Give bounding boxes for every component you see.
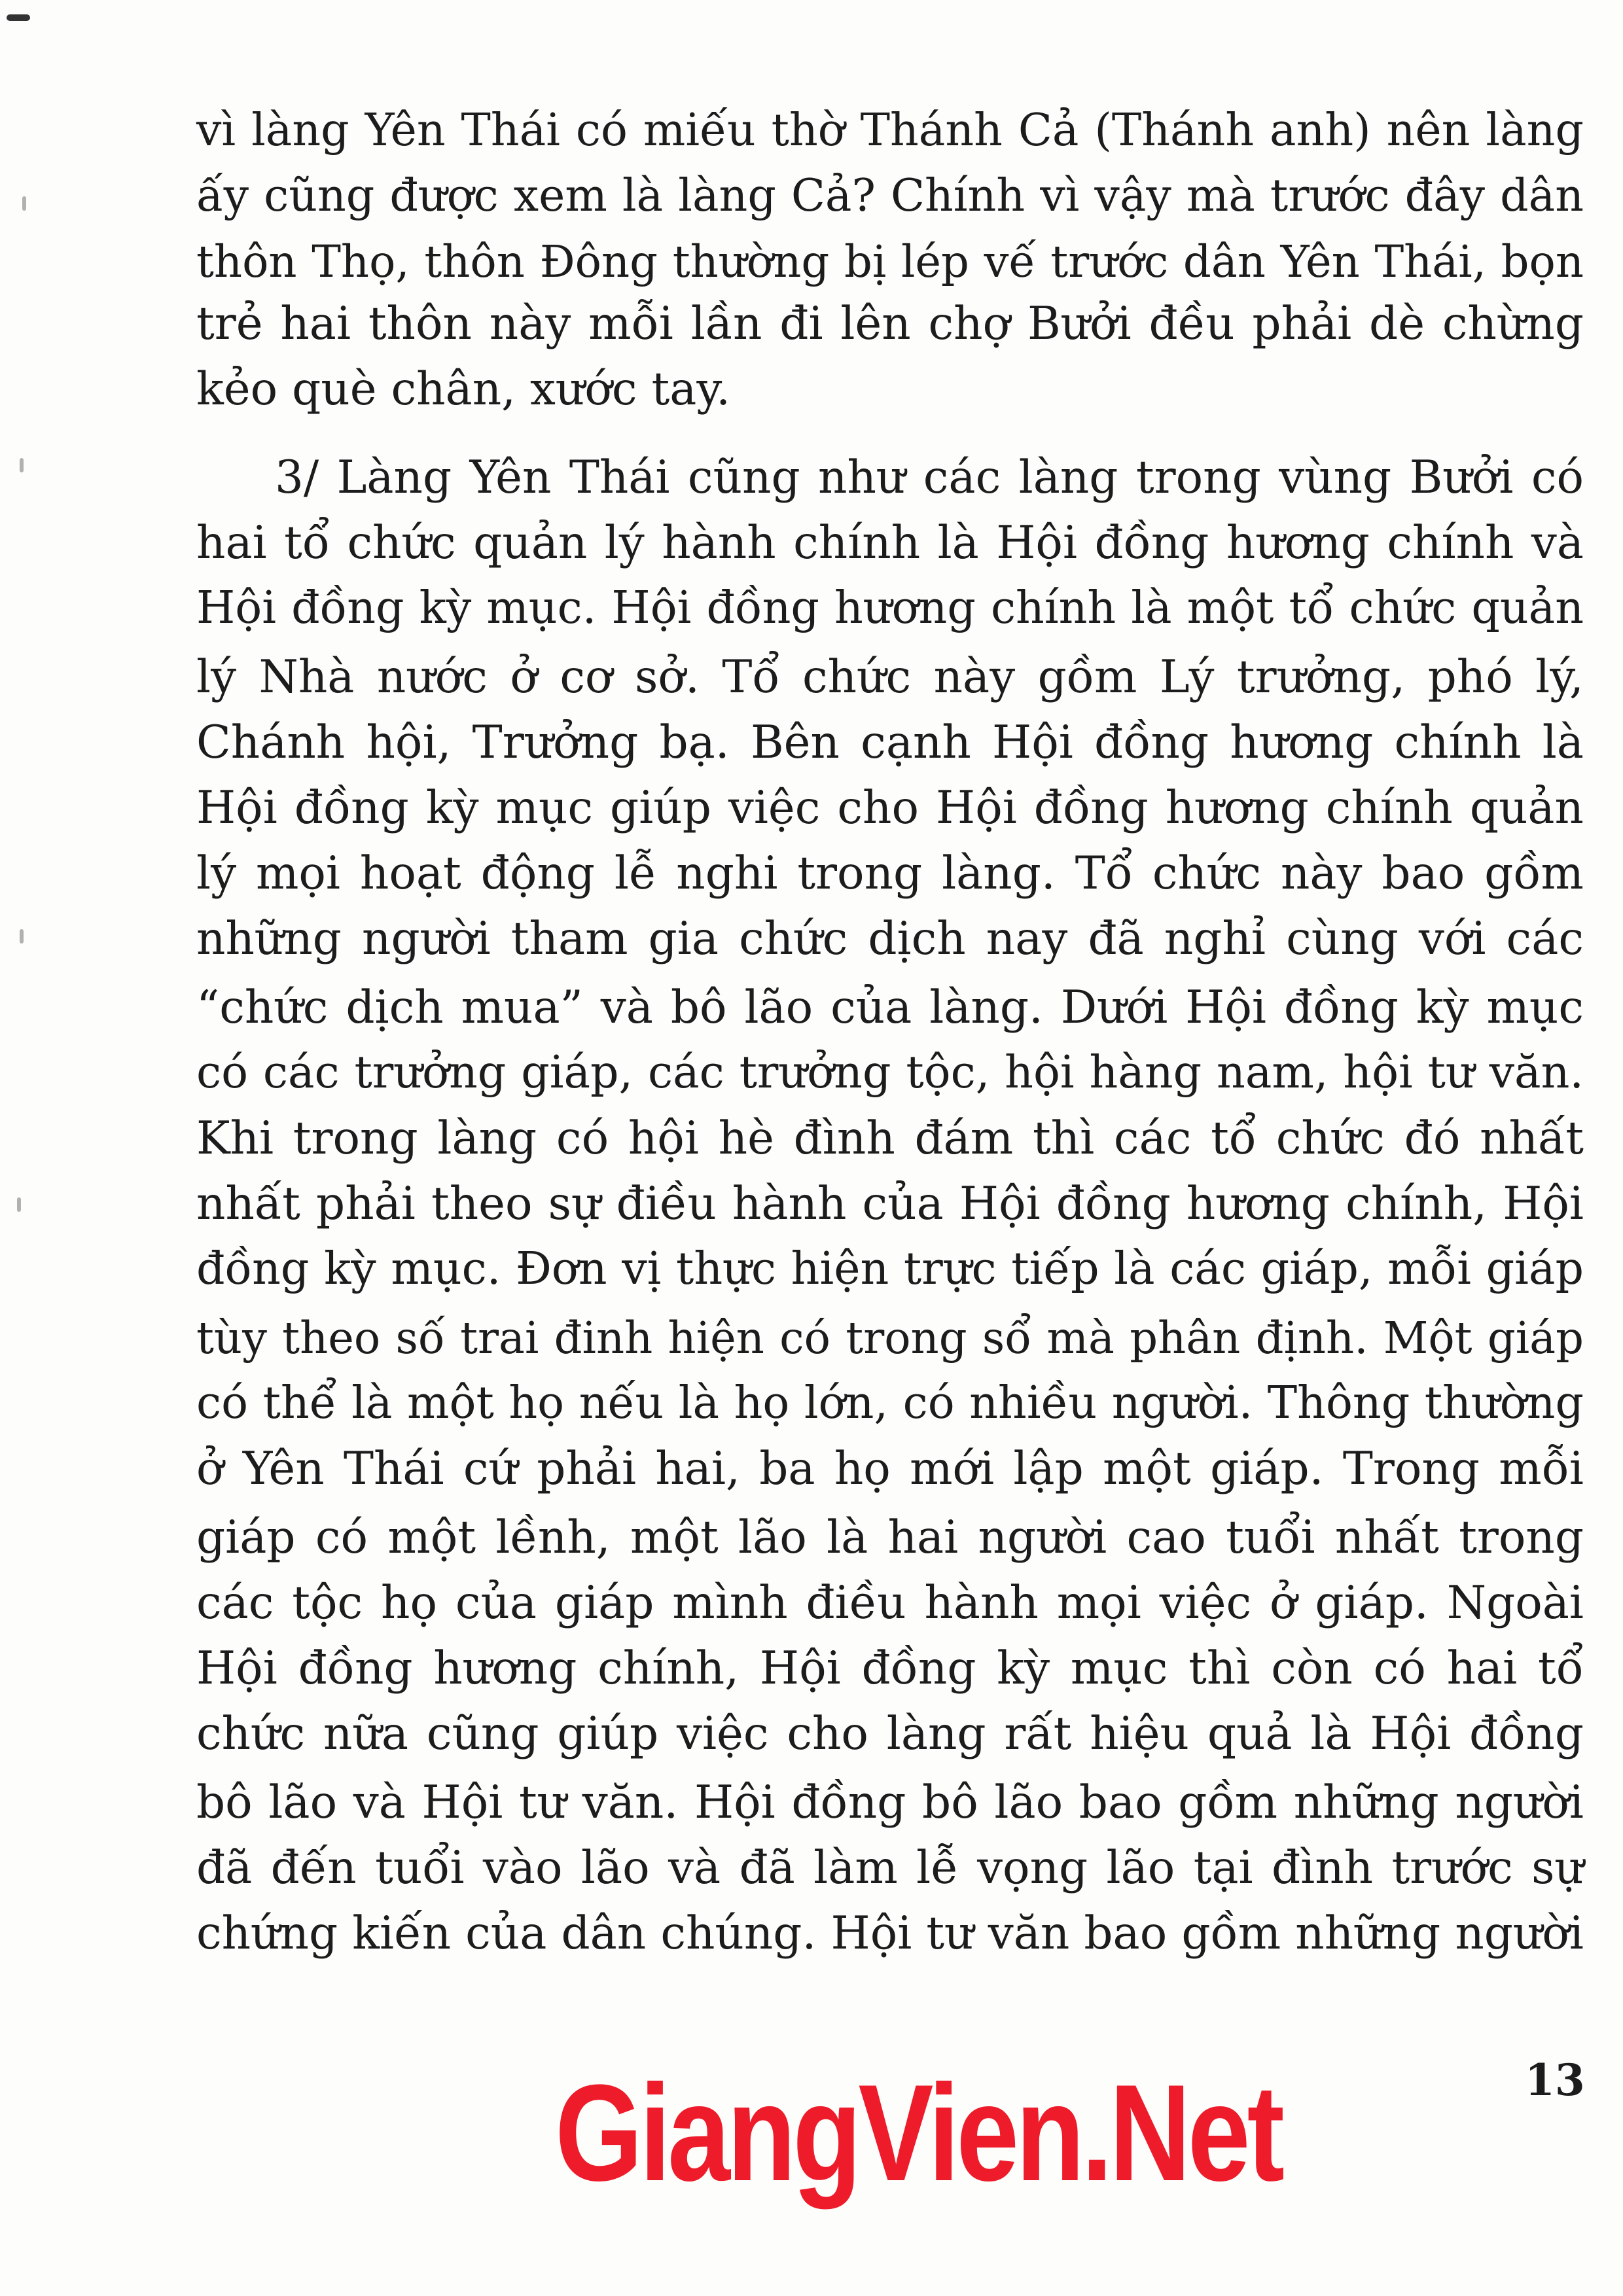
text-line: giáp có một lềnh, một lão là hai người cao tuổi nhất trong (196, 1511, 1584, 1564)
text-line: các tộc họ của giáp mình điều hành mọi việc ở giáp. Ngoài (196, 1577, 1584, 1629)
text-line: tùy theo số trai đinh hiện có trong sổ mà phân định. Một giáp (196, 1313, 1584, 1364)
page-number: 13 (1525, 2055, 1585, 2106)
text-line: chứng kiến của dân chúng. Hội tư văn bao gồm những người (196, 1907, 1584, 1960)
text-line: những người tham gia chức dịch nay đã nghỉ cùng với các (196, 913, 1584, 965)
text-line: ấy cũng được xem là làng Cả? Chính vì vậy mà trước đây dân (196, 170, 1584, 222)
text-line: “chức dịch mua” và bô lão của làng. Dưới Hội đồng kỳ mục (196, 981, 1584, 1034)
text-line: có các trưởng giáp, các trưởng tộc, hội hàng nam, hội tư văn. (196, 1047, 1584, 1099)
paragraph-start: 3/ Làng Yên Thái cũng như các làng trong vùng Bưởi có (275, 451, 1584, 504)
text-line: Hội đồng kỳ mục. Hội đồng hương chính là một tổ chức quản (196, 582, 1584, 634)
text-line: Hội đồng hương chính, Hội đồng kỳ mục thì còn có hai tổ (196, 1642, 1584, 1695)
text-line: lý Nhà nước ở cơ sở. Tổ chức này gồm Lý trưởng, phó lý, (196, 651, 1584, 703)
scan-speck (20, 458, 24, 472)
text-line: kẻo què chân, xước tay. (196, 363, 731, 415)
scan-mark (7, 14, 30, 21)
scan-speck (22, 196, 26, 211)
text-line: có thể là một họ nếu là họ lớn, có nhiều người. Thông thường (196, 1377, 1584, 1429)
text-line: Khi trong làng có hội hè đình đám thì các tổ chức đó nhất (196, 1112, 1584, 1165)
text-line: trẻ hai thôn này mỗi lần đi lên chợ Bưởi đều phải dè chừng (196, 298, 1584, 350)
text-line: hai tổ chức quản lý hành chính là Hội đồng hương chính và (196, 517, 1584, 569)
text-line: chức nữa cũng giúp việc cho làng rất hiệu quả là Hội đồng (196, 1708, 1584, 1760)
text-line: vì làng Yên Thái có miếu thờ Thánh Cả (Thánh anh) nên làng (196, 105, 1584, 156)
scan-speck (17, 1197, 21, 1212)
text-line: Hội đồng kỳ mục giúp việc cho Hội đồng hương chính quản (196, 782, 1584, 834)
text-line: đồng kỳ mục. Đơn vị thực hiện trực tiếp là các giáp, mỗi giáp (196, 1243, 1584, 1295)
watermark-logo: GiangVien.Net (555, 2056, 1282, 2210)
text-line: đã đến tuổi vào lão và đã làm lễ vọng lão tại đình trước sự (196, 1842, 1584, 1894)
text-line: Chánh hội, Trưởng bạ. Bên cạnh Hội đồng hương chính là (196, 716, 1584, 769)
text-line: ở Yên Thái cứ phải hai, ba họ mới lập một giáp. Trong mỗi (196, 1443, 1584, 1495)
text-line: lý mọi hoạt động lễ nghi trong làng. Tổ chức này bao gồm (196, 847, 1584, 900)
text-line: nhất phải theo sự điều hành của Hội đồng hương chính, Hội (196, 1178, 1584, 1230)
text-line: thôn Thọ, thôn Đông thường bị lép vế trước dân Yên Thái, bọn (196, 236, 1584, 287)
scan-speck (20, 929, 24, 944)
text-line: bô lão và Hội tư văn. Hội đồng bô lão bao gồm những người (196, 1776, 1584, 1829)
